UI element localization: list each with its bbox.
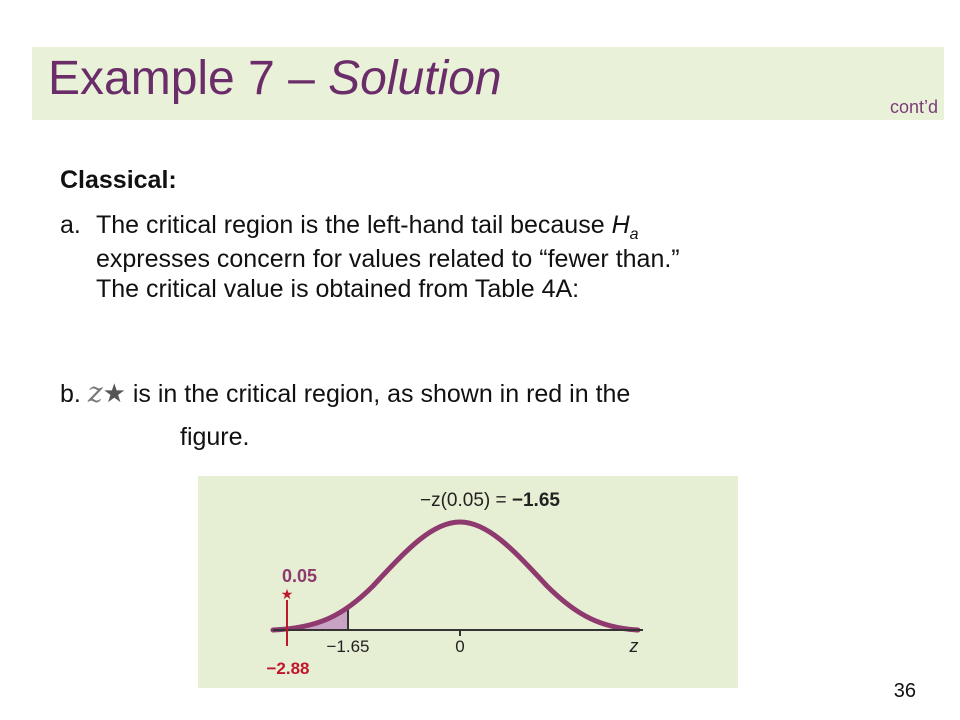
alpha-label: 0.05: [282, 566, 318, 586]
figure-svg: [198, 476, 738, 688]
axis-label-z: z: [629, 636, 639, 656]
h-variable: H: [611, 211, 630, 239]
star-icon: ★: [102, 378, 126, 408]
normal-distribution-figure: [198, 476, 738, 688]
item-b-label: b.: [60, 380, 81, 408]
z-star-symbol: z: [87, 376, 103, 409]
paragraph-b-line1: [60, 376, 630, 410]
paragraph-a: [60, 210, 840, 304]
figure-caption: −z(0.05) = −1.65: [420, 490, 560, 511]
page-number: 36: [893, 680, 916, 702]
z-star-marker-icon: ★: [280, 586, 294, 602]
paragraph-b-line2: figure.: [180, 423, 250, 451]
normal-curve: [273, 522, 638, 630]
classical-heading: Classical:: [60, 166, 177, 194]
title-italic: Solution: [328, 52, 502, 105]
continued-label: cont’d: [889, 97, 938, 117]
z-star-value-label: −2.88: [266, 659, 310, 678]
tick-label-critical: −1.65: [326, 637, 370, 656]
tick-label-zero: 0: [455, 637, 465, 656]
title-main: Example 7 –: [48, 52, 329, 105]
item-a-label: a.: [60, 211, 81, 239]
paragraph-a-line2: expresses concern for values related to “fewer than.”: [96, 245, 680, 274]
paragraph-a-line1: [96, 210, 840, 244]
b-line1-text: is in the critical region, as shown in red in the: [132, 380, 631, 408]
a-line1-text: The critical region is the left-hand tail because: [96, 211, 612, 239]
h-subscript: a: [629, 226, 639, 243]
paragraph-a-lines: [96, 210, 840, 304]
paragraph-a-line3: The critical value is obtained from Table 4A:: [96, 275, 580, 304]
slide-title: [48, 52, 502, 105]
